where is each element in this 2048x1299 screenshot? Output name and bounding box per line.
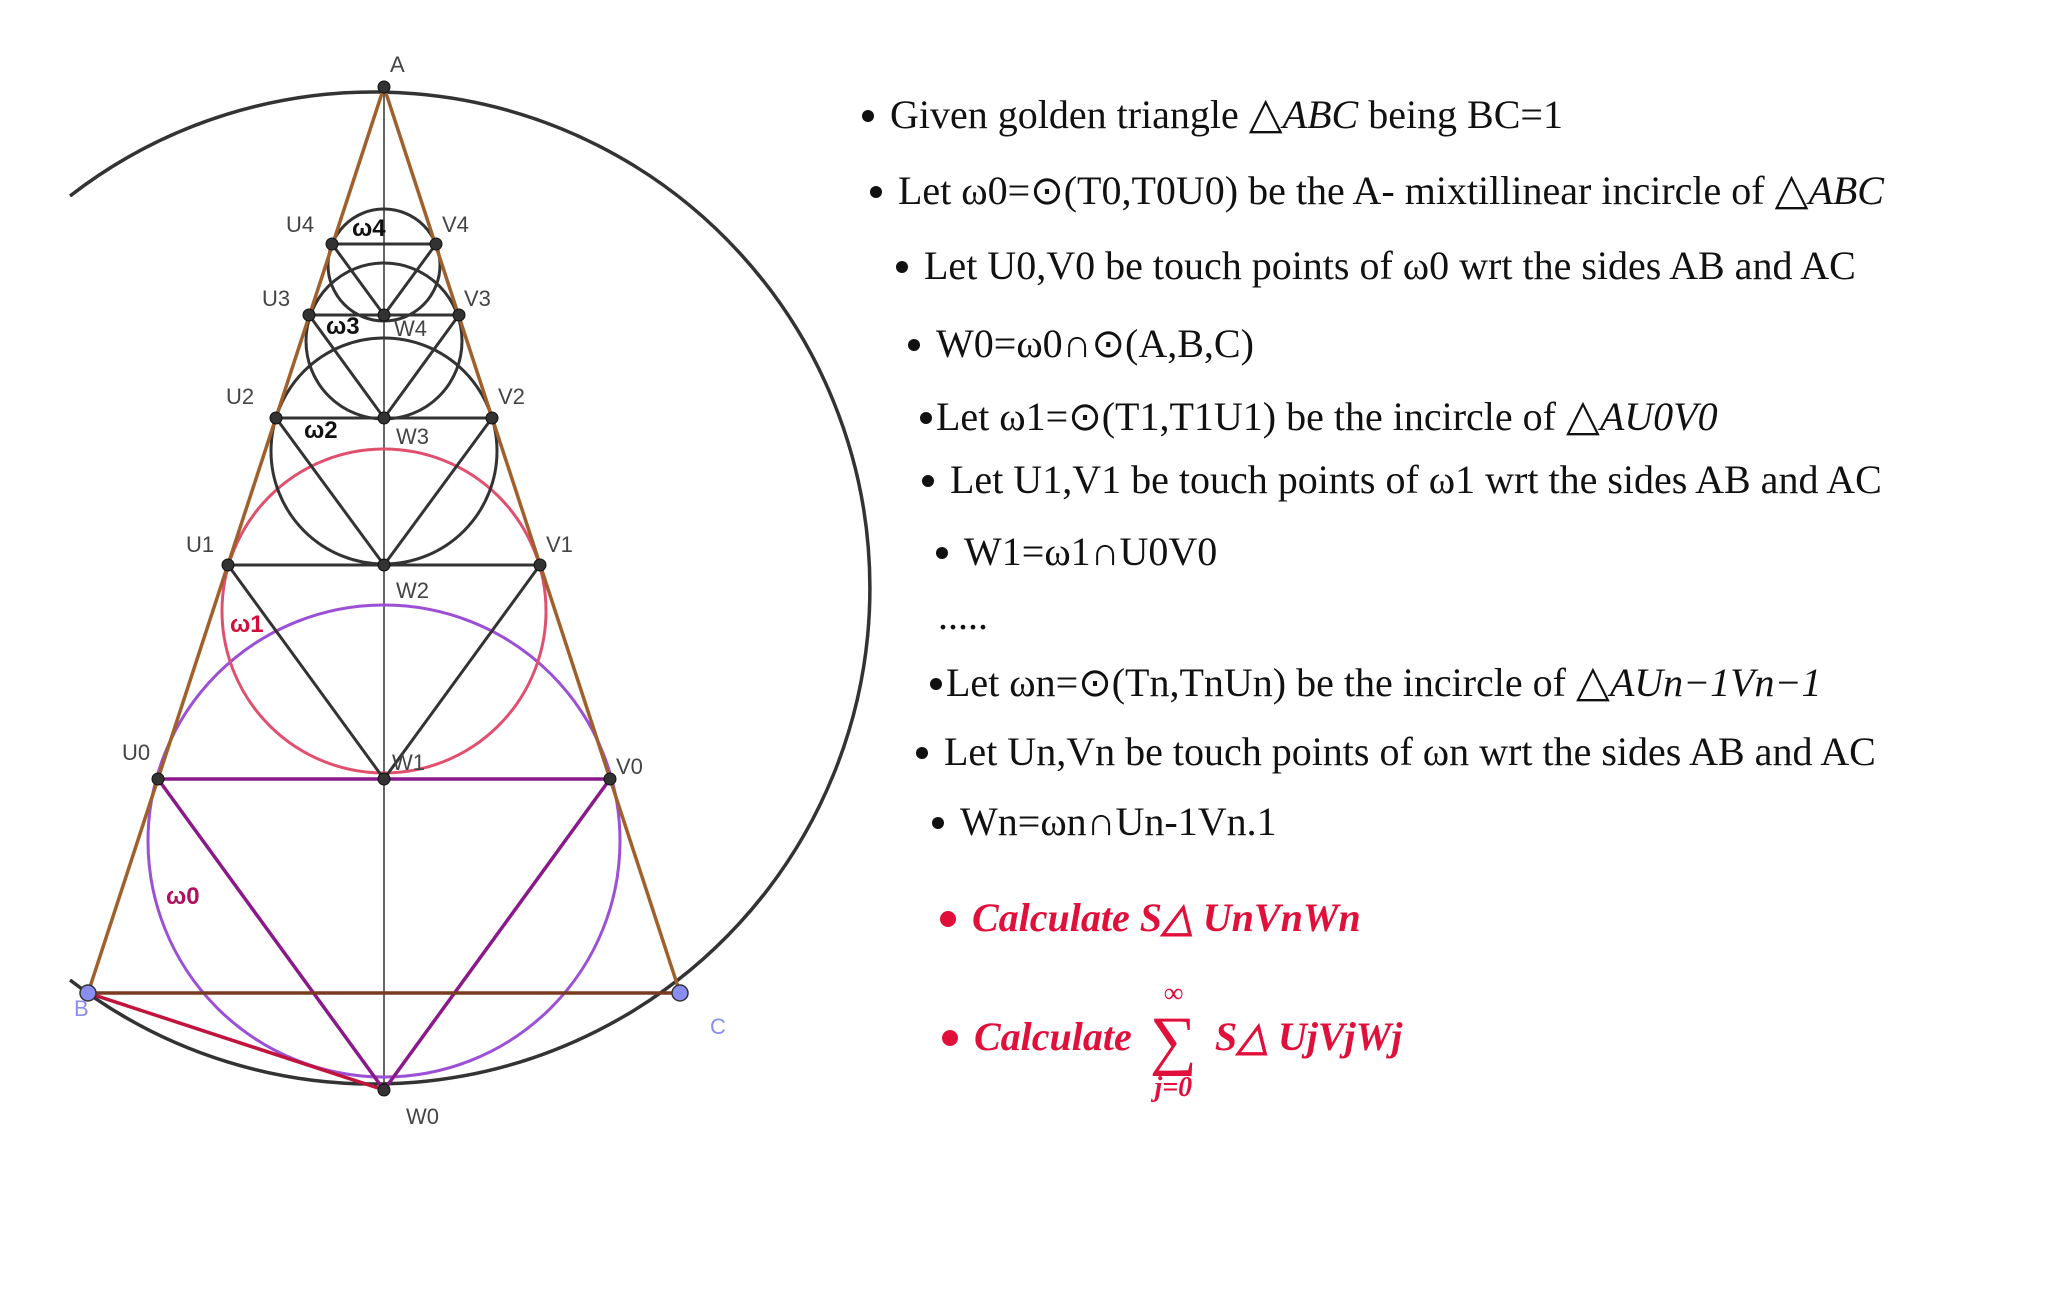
label-v2: V2 <box>498 384 525 409</box>
label-v3: V3 <box>464 286 491 311</box>
label-u4: U4 <box>286 212 315 237</box>
summation-symbol: ∞ ∑ j=0 <box>1149 978 1197 1103</box>
statement-line: Let U1,V1 be touch points of ω1 wrt the sides AB and AC <box>922 460 1882 500</box>
label-w4: W4 <box>394 316 427 341</box>
label-v0: V0 <box>616 754 643 779</box>
triangle-symbol-icon: △ <box>1248 89 1283 138</box>
label-w2: W2 <box>396 578 429 603</box>
triangle-symbol-icon: △ <box>1774 165 1809 214</box>
triangle-symbol-icon: △ <box>1565 391 1600 440</box>
label-u3: U3 <box>262 286 291 311</box>
label-u1: U1 <box>186 532 215 557</box>
bullet-icon <box>916 747 928 759</box>
label-v1: V1 <box>546 532 573 557</box>
task-area-triangle: Calculate S△ UnVnWn <box>940 898 1361 938</box>
bullet-icon <box>942 1030 958 1046</box>
label-c: C <box>710 1014 726 1039</box>
bullet-icon <box>940 911 956 927</box>
bullet-icon <box>932 817 944 829</box>
bullet-icon <box>936 547 948 559</box>
bullet-icon <box>862 110 874 122</box>
statement-line: W1=ω1∩U0V0 <box>936 532 1217 572</box>
ellipsis-line: ..... <box>938 593 988 638</box>
bullet-icon <box>908 339 920 351</box>
label-u0: U0 <box>122 740 151 765</box>
label-w1: W1 <box>392 750 425 775</box>
statement-line: Wn=ωn∩Un-1Vn.1 <box>932 802 1277 842</box>
bullet-icon <box>920 412 932 424</box>
label-omega4: ω4 <box>352 215 386 242</box>
bullet-icon <box>930 678 942 690</box>
label-a: A <box>390 52 405 77</box>
label-v4: V4 <box>442 212 469 237</box>
bullet-icon <box>922 475 934 487</box>
label-w0: W0 <box>406 1104 439 1129</box>
triangle-symbol-icon: △ <box>1575 657 1610 706</box>
statement-line: Let ωn=⊙(Tn,TnUn) be the incircle of △AUn−1Vn−1 <box>930 660 1822 704</box>
label-b: B <box>74 996 89 1021</box>
statement-line: Let Un,Vn be touch points of ωn wrt the sides AB and AC <box>916 732 1876 772</box>
bullet-icon <box>870 186 882 198</box>
statement-line: Let ω0=⊙(T0,T0U0) be the A- mixtillinear incircle of △ABC <box>870 168 1884 212</box>
statement-line: W0=ω0∩⊙(A,B,C) <box>908 324 1254 364</box>
bullet-icon <box>896 261 908 273</box>
label-omega3: ω3 <box>326 313 360 340</box>
label-omega1: ω1 <box>230 611 264 638</box>
label-w3: W3 <box>396 424 429 449</box>
label-omega2: ω2 <box>304 417 338 444</box>
statement-line: Let U0,V0 be touch points of ω0 wrt the sides AB and AC <box>896 246 1856 286</box>
statement-line: Given golden triangle △ABC being BC=1 <box>862 92 1563 136</box>
task-area-sum: Calculate ∞ ∑ j=0 S△ UjVjWj <box>942 980 1402 1102</box>
statement-line: Let ω1=⊙(T1,T1U1) be the incircle of △AU0V0 <box>920 394 1718 438</box>
label-omega0: ω0 <box>166 883 200 910</box>
label-u2: U2 <box>226 384 255 409</box>
